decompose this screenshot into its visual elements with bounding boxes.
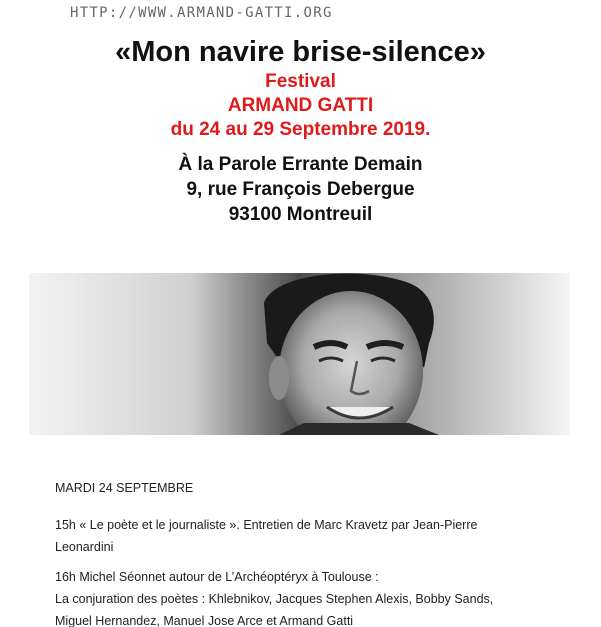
event-line: 15h « Le poète et le journaliste ». Entretien de Marc Kravetz par Jean-Pierre xyxy=(55,518,478,532)
event-header xyxy=(0,34,601,227)
day-heading: MARDI 24 SEPTEMBRE xyxy=(55,481,194,495)
festival-label: Festival xyxy=(265,71,336,92)
program-schedule xyxy=(55,480,585,627)
armand-gatti-portrait-photo xyxy=(29,273,570,435)
event-line: 16h Michel Séonnet autour de L’Archéoptéryx à Toulouse : xyxy=(55,570,379,584)
program-event xyxy=(55,566,585,627)
festival-dates-text: du 24 au 29 Septembre 2019 xyxy=(170,119,426,140)
program-event xyxy=(55,514,585,558)
venue-street: 9, rue François Debergue xyxy=(186,179,415,200)
page-title: «Mon navire brise-silence» xyxy=(115,36,486,68)
festival-dates-punct: . xyxy=(425,119,431,140)
festival-dates xyxy=(0,118,601,142)
venue-city: 93100 Montreuil xyxy=(228,204,373,225)
site-url: HTTP://WWW.ARMAND-GATTI.ORG xyxy=(70,5,333,21)
portrait-illustration xyxy=(29,273,570,435)
event-line: La conjuration des poètes : Khlebnikov, Jacques Stephen Alexis, Bobby Sands, xyxy=(55,592,494,606)
event-line: Leonardini xyxy=(55,540,114,554)
venue-address xyxy=(0,152,601,227)
event-line: Miguel Hernandez, Manuel Jose Arce et Armand Gatti xyxy=(55,614,354,627)
venue-name: À la Parole Errante Demain xyxy=(178,154,423,175)
festival-name: ARMAND GATTI xyxy=(227,95,374,116)
